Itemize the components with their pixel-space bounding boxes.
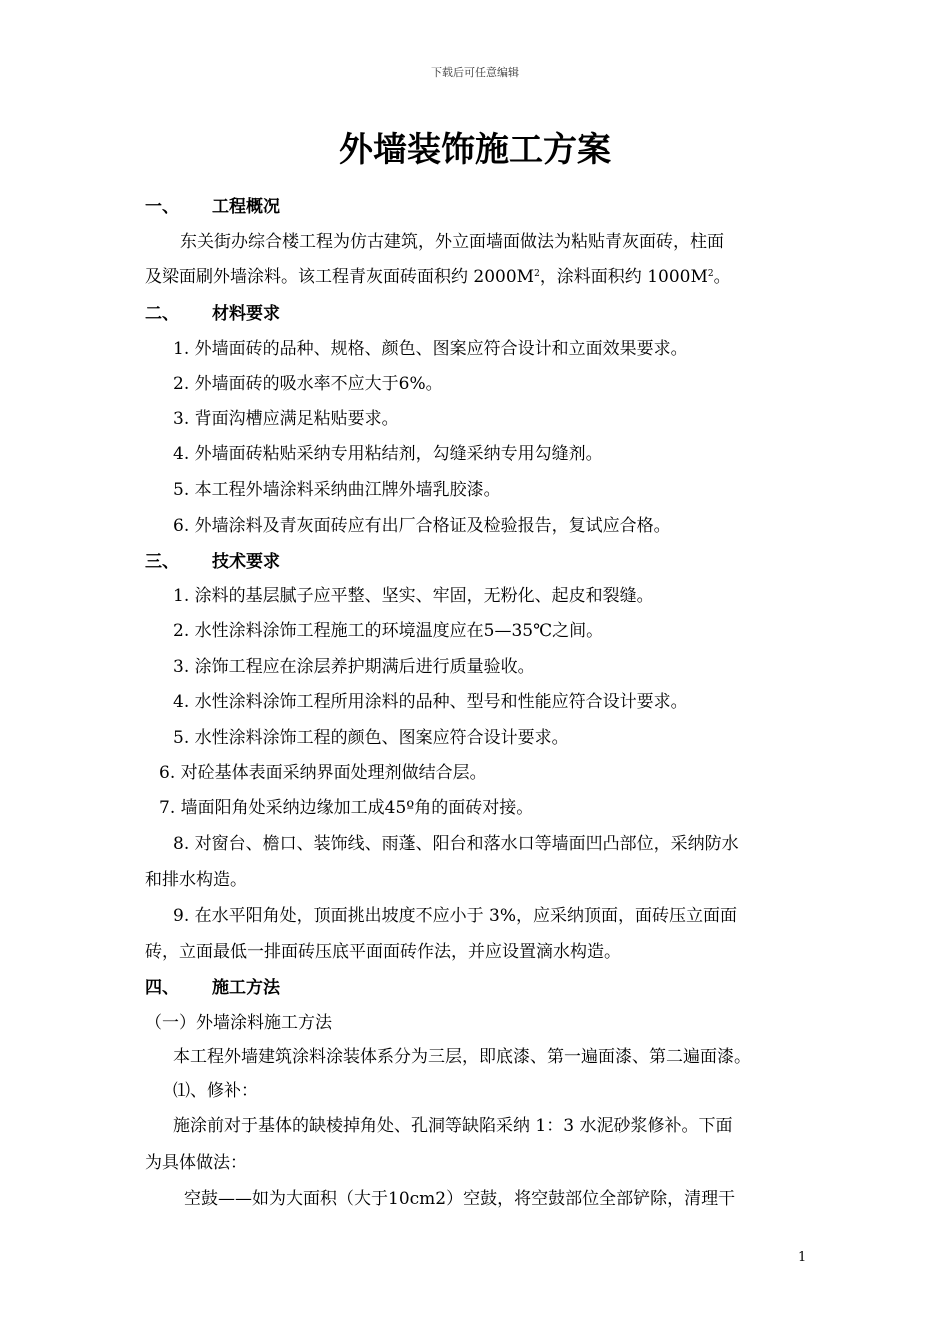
- text-run: 及梁面刷外墙涂料。该工程青灰面砖面积约 2000M: [145, 267, 535, 287]
- list-item: 3. 涂饰工程应在涂层养护期满后进行质量验收。: [173, 657, 535, 677]
- list-item: 2. 外墙面砖的吸水率不应大于6%。: [173, 374, 443, 394]
- superscript: 2: [707, 269, 714, 279]
- section-heading: [145, 303, 280, 325]
- paragraph-line: 空鼓——如为大面积（大于10cm2）空鼓，将空鼓部位全部铲除，清理干: [184, 1189, 736, 1209]
- list-item: 1. 外墙面砖的品种、规格、颜色、图案应符合设计和立面效果要求。: [173, 339, 688, 359]
- list-item: 4. 水性涂料涂饰工程所用涂料的品种、型号和性能应符合设计要求。: [173, 692, 688, 712]
- paragraph-line: 本工程外墙建筑涂料涂装体系分为三层，即底漆、第一遍面漆、第二遍面漆。: [173, 1047, 751, 1067]
- list-item: 5. 水性涂料涂饰工程的颜色、图案应符合设计要求。: [173, 728, 569, 748]
- section-title: 工程概况: [212, 197, 280, 217]
- list-item: 9. 在水平阳角处，顶面挑出坡度不应小于 3%，应采纳顶面，面砖压立面面: [173, 906, 737, 926]
- section-title: 技术要求: [212, 552, 280, 572]
- section-heading: [145, 977, 280, 999]
- document-title: 外墙装饰施工方案: [339, 130, 611, 170]
- list-item-continuation: 和排水构造。: [145, 870, 247, 890]
- subsection-heading: （一）外墙涂料施工方法: [145, 1013, 332, 1033]
- list-item: 4. 外墙面砖粘贴采纳专用粘结剂，勾缝采纳专用勾缝剂。: [173, 444, 603, 464]
- list-item-continuation: 砖，立面最低一排面砖压底平面面砖作法，并应设置滴水构造。: [145, 942, 621, 962]
- text-run: 。: [713, 267, 731, 287]
- list-item: 7. 墙面阳角处采纳边缘加工成45º角的面砖对接。: [159, 798, 534, 818]
- list-item: 2. 水性涂料涂饰工程施工的环境温度应在5—35℃之间。: [173, 621, 604, 641]
- paragraph-line: [145, 266, 731, 288]
- section-number: 一、: [145, 197, 179, 217]
- page-number: 1: [798, 1250, 807, 1265]
- section-number: 三、: [145, 552, 179, 572]
- section-number: 二、: [145, 304, 179, 324]
- list-item: 8. 对窗台、檐口、装饰线、雨蓬、阳台和落水口等墙面凹凸部位，采纳防水: [173, 834, 739, 854]
- list-item: 6. 对砼基体表面采纳界面处理剂做结合层。: [159, 763, 487, 783]
- step-heading: ⑴、修补：: [173, 1081, 258, 1101]
- section-number: 四、: [145, 978, 179, 998]
- section-title: 材料要求: [212, 304, 280, 324]
- list-item: 6. 外墙涂料及青灰面砖应有出厂合格证及检验报告，复试应合格。: [173, 516, 671, 536]
- list-item: 3. 背面沟槽应满足粘贴要求。: [173, 409, 399, 429]
- header-note: 下载后可任意编辑: [431, 66, 519, 79]
- paragraph-line: 为具体做法：: [145, 1153, 247, 1173]
- section-heading: [145, 196, 280, 218]
- paragraph-line: 施涂前对于基体的缺棱掉角处、孔洞等缺陷采纳 1：3 水泥砂浆修补。下面: [173, 1116, 733, 1136]
- section-title: 施工方法: [212, 978, 280, 998]
- list-item: 5. 本工程外墙涂料采纳曲江牌外墙乳胶漆。: [173, 480, 501, 500]
- section-heading: [145, 551, 280, 573]
- superscript: 2: [534, 269, 540, 279]
- list-item: 1. 涂料的基层腻子应平整、坚实、牢固，无粉化、起皮和裂缝。: [173, 586, 654, 606]
- paragraph-line: 东关街办综合楼工程为仿古建筑，外立面墙面做法为粘贴青灰面砖，柱面: [180, 232, 724, 252]
- text-run: ，涂料面积约 1000M: [539, 267, 708, 287]
